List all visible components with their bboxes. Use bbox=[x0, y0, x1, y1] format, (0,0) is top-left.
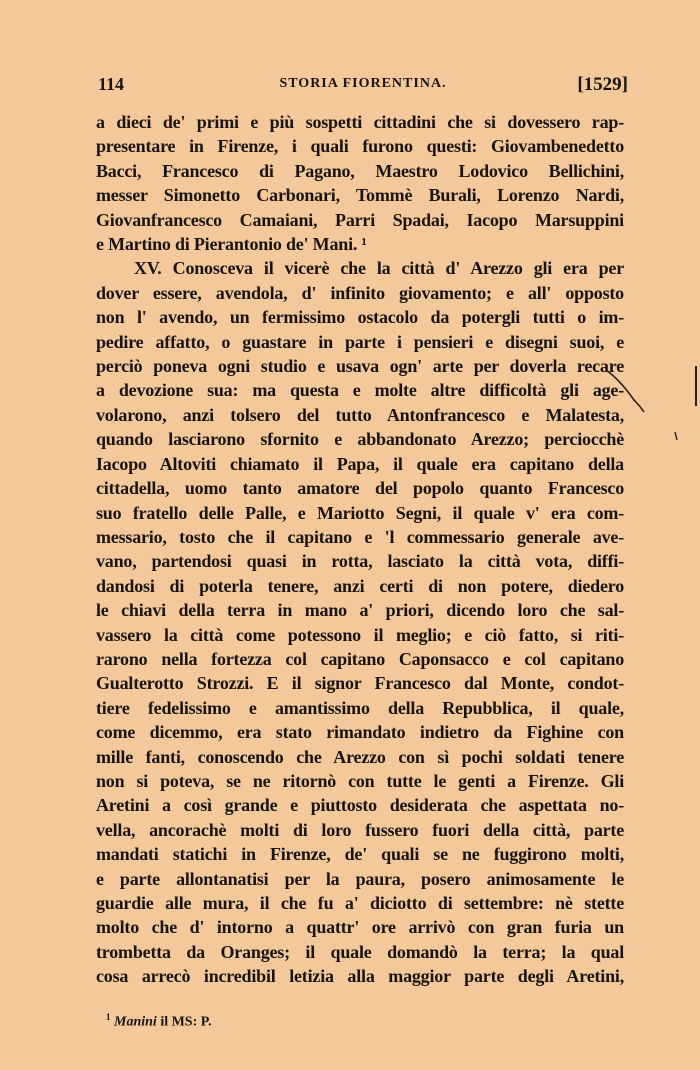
footnote-text: il MS: P. bbox=[156, 1014, 212, 1030]
running-title: STORIA FIORENTINA. bbox=[279, 76, 447, 91]
text-line: a devozione sua: ma questa e molte altre difficoltà gli age- bbox=[96, 380, 624, 401]
page-number: 114 bbox=[98, 74, 125, 94]
text-line: non l' avendo, un fermissimo ostacolo da potergli tutti o im- bbox=[96, 307, 624, 328]
text-line: come dicemmo, era stato rimandato indietro da Fighine con bbox=[96, 722, 624, 743]
text-line: Gualterotto Strozzi. E il signor Francesco dal Monte, condot- bbox=[96, 673, 624, 694]
text-line: suo fratello delle Palle, e Mariotto Segni, il quale v' era com- bbox=[96, 502, 624, 523]
text-line: vella, ancorachè molti di loro fussero fuori della città, parte bbox=[96, 819, 624, 840]
text-line: tiere fedelissimo e amantissimo della Repubblica, il quale, bbox=[96, 697, 624, 718]
text-line: e parte allontanatisi per la paura, posero animosamente le bbox=[96, 868, 624, 889]
text-line: quando lasciarono sfornito e abbandonato Arezzo; perciocchè bbox=[96, 429, 624, 450]
text-line: mandati statichi in Firenze, de' quali se ne fuggirono molti, bbox=[96, 844, 624, 865]
year-marker: [1529] bbox=[577, 74, 628, 95]
margin-pencil-marks bbox=[600, 360, 700, 460]
section-heading-line: XV. Conosceva il vicerè che la città d' Arezzo gli era per bbox=[134, 258, 624, 279]
text-line: a dieci de' primi e più sospetti cittadini che si dovessero rap- bbox=[96, 112, 624, 132]
text-line: Bacci, Francesco di Pagano, Maestro Lodovico Bellichini, bbox=[96, 160, 624, 181]
body-text bbox=[96, 110, 624, 989]
text-line: presentare in Firenze, i quali furono questi: Giovambenedetto bbox=[96, 136, 624, 157]
text-line: guardie alle mura, il che fu a' diciotto di settembre: nè stette bbox=[96, 893, 624, 913]
text-line: Aretini a così grande e piuttosto desiderata che aspettata no- bbox=[96, 795, 624, 816]
page-header bbox=[98, 74, 628, 98]
text-line: pedire affatto, o guastare in parte i pensieri e disegni suoi, e bbox=[96, 331, 624, 352]
footnote-italic-word: Manini bbox=[114, 1014, 157, 1030]
text-line: vassero la città come potessono il meglio; e ciò fatto, si riti- bbox=[96, 624, 624, 645]
text-line: cittadella, uomo tanto amatore del popolo quanto Francesco bbox=[96, 478, 624, 499]
text-line: cosa arrecò incredibil letizia alla maggior parte degli Aretini, bbox=[96, 966, 624, 987]
text-line: non si poteva, se ne ritornò con tutte le genti a Firenze. Gli bbox=[96, 770, 624, 791]
text-line: messer Simonetto Carbonari, Tommè Burali, Lorenzo Nardi, bbox=[96, 185, 624, 206]
footnote-marker: 1 bbox=[106, 1012, 111, 1022]
text-line: vano, partendosi quasi in rotta, lasciato la città vota, diffi- bbox=[96, 551, 624, 572]
text-line: volarono, anzi tolsero del tutto Antonfrancesco e Malatesta, bbox=[96, 404, 624, 425]
text-line: messario, tosto che il capitano e 'l commessario generale ave- bbox=[96, 526, 624, 547]
text-line: trombetta da Oranges; il quale domandò la terra; la qual bbox=[96, 941, 624, 962]
text-line: rarono nella fortezza col capitano Caponsacco e col capitano bbox=[96, 648, 624, 669]
text-line: Iacopo Altoviti chiamato il Papa, il quale era capitano della bbox=[96, 453, 624, 474]
text-line: Giovanfrancesco Camaiani, Parri Spadai, Iacopo Marsuppini bbox=[96, 209, 624, 230]
text-line: e Martino di Pierantonio de' Mani. ¹ bbox=[96, 234, 367, 255]
text-line: molto che d' intorno a quattr' ore arrivò con gran furia un bbox=[96, 917, 624, 938]
text-line: dover essere, avendola, d' infinito giovamento; e all' opposto bbox=[96, 282, 624, 303]
footnote bbox=[106, 1012, 212, 1031]
text-line: le chiavi della terra in mano a' priori, dicendo loro che sal- bbox=[96, 600, 624, 621]
text-line: mille fanti, conoscendo che Arezzo con sì pochi soldati tenere bbox=[96, 746, 624, 767]
text-line: perciò poneva ogni studio e usava ogn' arte per doverla recare bbox=[96, 356, 624, 377]
text-line: dandosi di poterla tenere, anzi certi di non potere, diedero bbox=[96, 575, 624, 596]
